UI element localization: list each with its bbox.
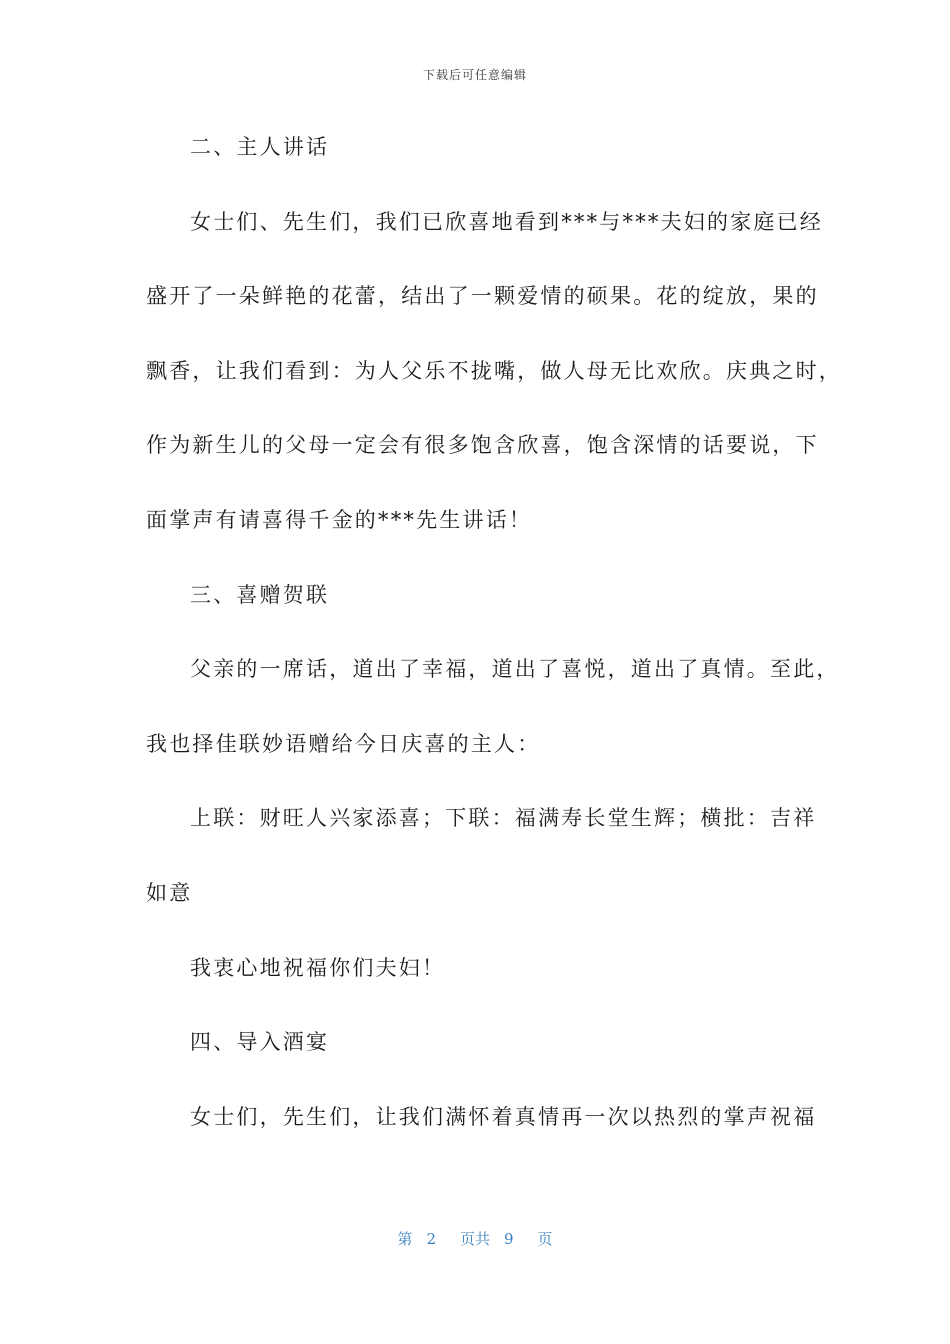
page-header: 下载后可任意编辑 [422,68,527,82]
paragraph-line: 父亲的一席话，道出了幸福，道出了喜悦，道出了真情。至此， [190,657,840,682]
paragraph-line: 面掌声有请喜得千金的***先生讲话！ [146,507,533,532]
footer-middle: 页共 [459,1230,490,1248]
paragraph-line: 如意 [146,880,193,905]
footer-total-pages: 9 [504,1230,514,1248]
footer-suffix: 页 [537,1230,553,1248]
paragraph-line: 盛开了一朵鲜艳的花蕾，结出了一颗爱情的硕果。花的绽放，果的 [146,284,819,309]
page-footer [0,1228,950,1249]
document-body [146,127,842,1171]
paragraph-line: 飘香，让我们看到：为人父乐不拢嘴，做人母无比欢欣。庆典之时， [146,358,842,383]
paragraph-line: 我衷心地祝福你们夫妇！ [190,955,446,980]
footer-prefix: 第 [397,1230,413,1248]
paragraph-line: 女士们、先生们，我们已欣喜地看到***与***夫妇的家庭已经 [190,209,823,234]
section-heading-host-speech: 二、主人讲话 [190,135,330,159]
section-heading-banquet: 四、导入酒宴 [190,1030,330,1055]
footer-page-number: 2 [426,1230,436,1248]
paragraph-line: 上联：财旺人兴家添喜；下联：福满寿长堂生辉；横批：吉祥 [190,806,817,831]
paragraph-line: 女士们，先生们，让我们满怀着真情再一次以热烈的掌声祝福 [190,1104,817,1129]
section-heading-couplet: 三、喜赠贺联 [190,582,330,607]
paragraph-line: 作为新生儿的父母一定会有很多饱含欣喜，饱含深情的话要说，下 [146,433,819,458]
paragraph-line: 我也择佳联妙语赠给今日庆喜的主人： [146,731,541,756]
